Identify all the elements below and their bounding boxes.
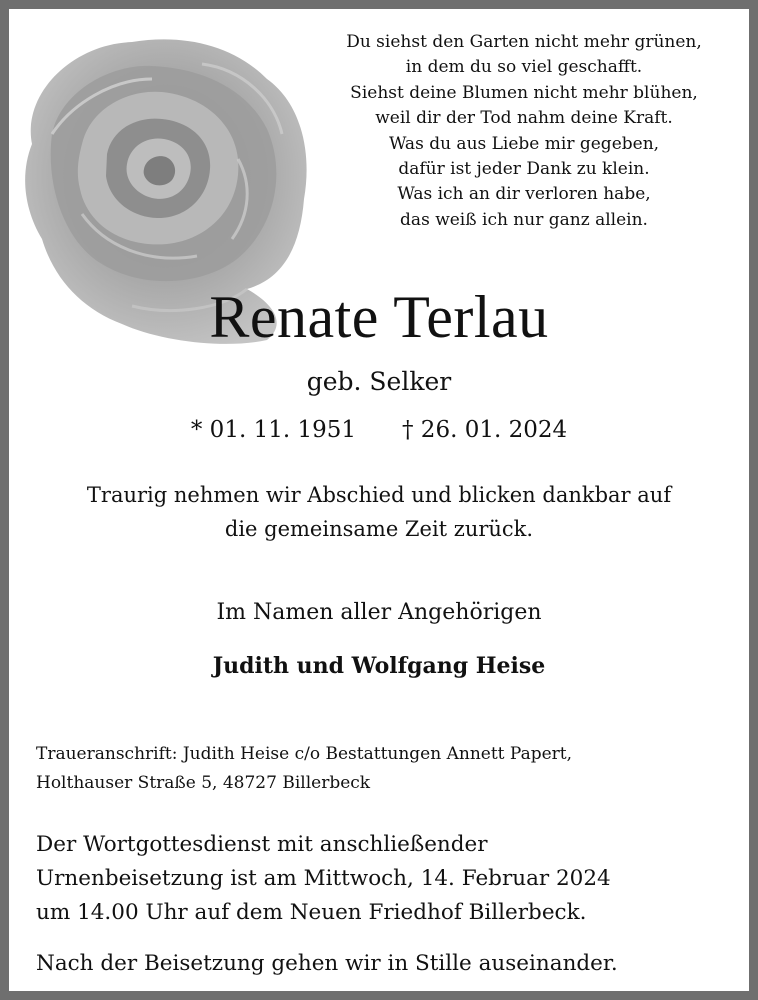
poem-line: weil dir der Tod nahm deine Kraft. xyxy=(375,108,673,129)
address-line: Holthauser Straße 5, 48727 Billerbeck xyxy=(36,773,371,793)
service-line: Urnenbeisetzung ist am Mittwoch, 14. Februar 2024 xyxy=(36,866,611,891)
poem-line: in dem du so viel geschafft. xyxy=(405,57,643,78)
service-line: um 14.00 Uhr auf dem Neuen Friedhof Billerbeck. xyxy=(36,900,587,925)
farewell-line: die gemeinsame Zeit zurück. xyxy=(224,517,534,541)
poem-line: dafür ist jeder Dank zu klein. xyxy=(398,159,650,180)
farewell-line: Traurig nehmen wir Abschied und blicken dankbar auf xyxy=(86,483,672,507)
mourners-names: Judith und Wolfgang Heise xyxy=(212,653,546,679)
life-dates xyxy=(9,413,749,447)
poem-line: Du siehst den Garten nicht mehr grünen, xyxy=(346,32,702,52)
mourning-address xyxy=(36,740,756,798)
poem-line: Was ich an dir verloren habe, xyxy=(397,184,651,205)
address-line: Traueranschrift: Judith Heise c/o Bestattungen Annett Papert, xyxy=(36,744,573,764)
farewell-message xyxy=(29,478,729,546)
birth-date: * 01. 11. 1951 xyxy=(190,417,356,443)
poem-line: Siehst deine Blumen nicht mehr blühen, xyxy=(350,82,698,103)
deceased-name: Renate Terlau xyxy=(209,284,549,350)
death-date: † 26. 01. 2024 xyxy=(402,417,568,443)
poem-line: das weiß ich nur ganz allein. xyxy=(400,209,648,230)
service-line: Der Wortgottesdienst mit anschließender xyxy=(36,832,488,857)
poem-line: Was du aus Liebe mir gegeben, xyxy=(388,133,660,154)
service-details xyxy=(36,828,756,930)
closing-note: Nach der Beisetzung gehen wir in Stille auseinander. xyxy=(36,951,618,976)
memorial-poem xyxy=(314,30,734,233)
mourners-intro: Im Namen aller Angehörigen xyxy=(216,600,542,625)
maiden-name: geb. Selker xyxy=(306,367,452,396)
